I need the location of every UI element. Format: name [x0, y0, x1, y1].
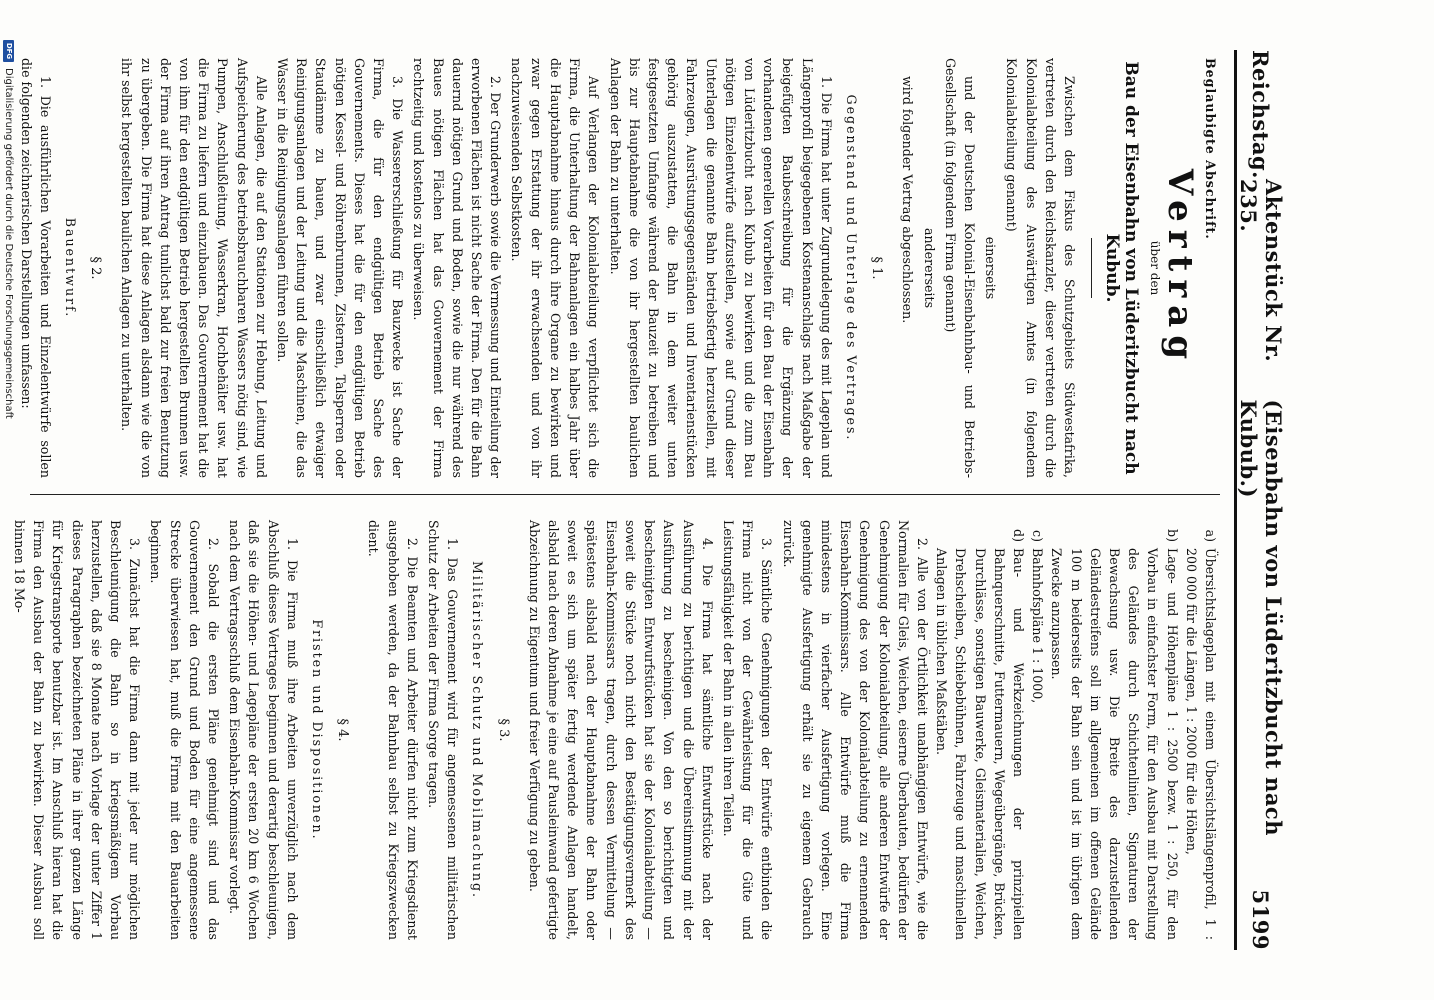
section-1-heading: Gegenstand und Unterlage des Vertrages. — [843, 94, 859, 442]
section-1-paragraph: 1. Die Firma hat unter Zugrundelegung des mit Lageplan und Längenprofil beigegebenen Kostenanschlags nach Maßgabe der beigefügten Baubeschreibung für die Ergänzung der vorhandenen generellen Vorarbeiten für den Bau der Eisenbahn von Lüderitzbucht nach Kubub zu bewirken und die zum Bau nötigen Einzelentwürfe aufzustellen, sowie auf Grund dieser Unterlagen die genannte Bahn betriebsfertig herzustellen, mit Fahrzeugen, Ausrüstungsgegenständen und Inventarienstücken gehörig auszustatten, die Bahn in dem weiter unten festgesetzten Umfange während der Bauzeit zu betreiben und bis zur Hauptabnahme die von ihr hergestellten baulichen Anlagen der Bahn zu unterhalten. — [607, 58, 834, 478]
section-3-number: § 3. — [495, 718, 511, 742]
section-2-number: § 2. — [88, 256, 104, 280]
section-2-paragraph: 2. Alle von der Örtlichkeit unabhängigen Entwürfe, wie die Normalien für Gleis, Weichen, eiserne Überbauten, bedürfen der Genehmigung der Kolonialabteilung, alle anderen Entwürfe der Genehmigung des von der Kolonialabteilung zu ernennenden Eisenbahn-Kommissars. Alle Entwürfe muß die Firma mindestens in vierfacher Ausfertigung vorlegen. Eine genehmigte Ausfertigung erhält sie zu eigenem Gebrauch zurück. — [780, 520, 930, 940]
column-divider — [30, 494, 1220, 495]
page-number: 5199 — [1248, 889, 1274, 950]
header-railway-title: (Eisenbahn von Lüderitzbucht nach Kubub.) — [1236, 399, 1286, 836]
header-document-number: Aktenstück Nr. 235. — [1236, 178, 1286, 363]
header-reichstag: Reichstag. — [1248, 50, 1274, 179]
header-rule — [1234, 50, 1237, 950]
left-column — [14, 58, 1220, 478]
section-3-paragraph: 2. Die Beamten und Arbeiter dürfen nicht zum Kriegsdienst ausgehoben werden, da der Bahnbau selbst zu Kriegszwecken dient. — [366, 520, 420, 940]
document-title-sub: über den — [1147, 240, 1162, 296]
digitization-footer — [2, 40, 16, 940]
section-1-paragraph: Auf Verlangen der Kolonialabteilung verpflichtet sich die Firma, die Unterhaltung der Bahnanlagen ein halbes Jahr über die Hauptabnahme hinaus durch ihre Organe zu bewirken und zwar gegen Erstattung der ihr erwachsenden und von ihr nachzuweisenden Selbstkosten. — [509, 58, 602, 478]
section-1-number: § 1. — [869, 256, 885, 280]
list-item: b) Lage- und Höhenpläne 1 : 2500 bezw. 1 : 250, für den Vorbau in einfachster Form, für den Ausbau mit Darstellung des Geländes durch Schichtenlinien, Signaturen der Bewachsung usw. Die Breite des darzustellenden Geländestreifens soll im allgemeinen im offenen Gelände 100 m beiderseits der Bahn sein und ist im übrigen dem Zwecke anzupassen. — [1049, 529, 1180, 940]
funding-note: Digitalisierung gefördert durch die Deutsche Forschungsgemeinschaft — [3, 68, 15, 419]
section-2-paragraph: 1. Die ausführlichen Vorarbeiten und Einzelentwürfe sollen die folgenden zeichnerischen Darstellungen umfassen: — [18, 58, 53, 478]
section-4-paragraph: 2. Sobald die ersten Pläne genehmigt sind und das Gouvernement den Grund und Boden für eine angemessene Strecke überwiesen hat, muß die Firma mit den Bauarbeiten beginnen. — [148, 520, 222, 940]
section-4-paragraph: 3. Zunächst hat die Firma dann mit jeder nur möglichen Beschleunigung die Bahn so in kriegsmäßigem Vorbau herzustellen, daß sie 8 Monate nach Vorlage der unter Ziffer 1 dieses Paragraphen bezeichneten Pläne in ihrer ganzen Länge für Kriegstransporte benutzbar ist. Im Anschluß hieran hat die Firma den Ausbau der Bahn zu bewirken. Dieser Ausbau soll binnen 18 Mo- — [12, 520, 143, 940]
preamble-closing: wird folgender Vertrag abgeschlossen. — [900, 76, 916, 324]
section-4-paragraph: 1. Die Firma muß ihre Arbeiten unverzüglich nach dem Abschluß dieses Vertrages beginnen und derartig beschleunigen, daß sie die Höhen- und Lagepläne der ersten 20 km 6 Wochen nach dem Vertragsschluß dem Eisenbahn-Kommissar vorlegt. — [227, 520, 300, 940]
section-2-paragraph: 4. Die Firma hat sämtliche Entwurfstücke nach der Ausführung zu berichtigen und die Übereinstimmung mit der Ausführung zu bescheinigen. Von den so berichtigten und bescheinigten Entwurfstücken hat sie der Kolonialabteilung — soweit die Stücke noch nicht den Bestätigungsvermerk des Eisenbahn-Kommissars tragen, durch dessen Vermittelung — spätestens alsbald nach der Hauptabnahme der Bahn oder soweit es sich um später fertig werdende Anlagen handelt, alsbald nach deren Abnahme je eine auf Pausleinwand gefertigte Abzeichnung zu Eigentum und freier Verfügung zu geben. — [526, 520, 715, 940]
section-1-paragraph: Alle Anlagen, die auf den Stationen zur Hebung, Leitung und Aufspeicherung des betriebsbrauchbaren Wassers nötig sind, wie Pumpen, Anschlußleitung, Wasserkran, Hochbehälter usw. hat die Firma zu liefern und einzubauen. Das Gouvernement hat die von ihm für den endgültigen Betrieb hergestellten Brunnen usw. der Firma auf ihren Antrag tunlichst bald zur freien Benutzung zu übergeben. Die Firma hat diese Anlagen alsdann wie die von ihr selbst hergestellten baulichen Anlagen zu unterhalten. — [119, 58, 269, 478]
section-1-paragraph: 3. Die Wassererschließung für Bauzwecke ist Sache der Firma, die für den endgültigen Betrieb Sache des Gouvernements. Dieses hat die für den endgültigen Betrieb nötigen Kessel- und Röhrenbrunnen, Zisternen, Talsperren oder Staudämme zu bauen, und zwar einschließlich etwaiger Reinigungsanlagen und der Leitung und die Maschinen, die das Wasser in die Reinigungsanlagen führen sollen. — [275, 58, 406, 478]
certified-copy-label: Beglaubigte Abschrift. — [1203, 58, 1218, 240]
section-2-heading: Bauentwurf. — [63, 217, 79, 319]
page-header — [1236, 50, 1286, 950]
section-4-heading: Fristen und Dispositionen. — [310, 619, 326, 841]
section-4-number: § 4. — [335, 718, 351, 742]
section-1-paragraph: 2. Der Grunderwerb sowie die Vermessung und Einteilung der erworbenen Flächen ist nicht Sache der Firma. Den für die Bahn dauernd nötigen Grund und Boden, sowie die nur während des Baues nötigen Flächen hat das Gouvernement der Firma rechtzeitig und kostenlos zu überweisen. — [411, 58, 504, 478]
section-2-paragraph: 3. Sämtliche Genehmigungen der Entwürfe entbinden die Firma nicht von der Gewährleistung für die Güte und Leistungsfähigkeit der Bahn in allen ihren Teilen. — [720, 520, 775, 940]
section-3-heading: Militärischer Schutz und Mobilmachung. — [470, 560, 486, 900]
section-3-paragraph: 1. Das Gouvernement wird für angemessenen militärischen Schutz der Arbeiten der Firma Sorge tragen. — [426, 520, 461, 940]
preamble-einerseits: einerseits — [983, 236, 999, 300]
list-item: a) Übersichtslageplan mit einem Übersichtslängenprofil, 1 : 200 000 für die Längen, 1 : 2000 für die Höhen, — [1183, 529, 1218, 940]
list-item: d) Bau- und Werkzeichnungen der prinzipiellen Bahnquerschnitte, Futtermauern, Wegeübergänge, Brücken, Durchlässe, sonstigen Bauwerke, Gleismaterialien, Weichen, Drehscheiben, Schiebebühnen, Fahrzeuge und maschinellen Anlagen in üblichen Maßstäben. — [934, 529, 1026, 940]
dfg-logo: DFG — [4, 40, 15, 62]
document-subject: Bau der Eisenbahn von Lüderitzbucht nach Kubub. — [1102, 61, 1142, 475]
preamble-andererseits: andererseits — [921, 227, 937, 309]
preamble-parties: Zwischen dem Fiskus des Schutzgebiets Südwestafrika, vertreten durch den Reichskanzler, dieser vertreten durch die Kolonialabteilung des Auswärtigen Amtes (in folgendem Kolonialabteilung genannt) — [1004, 58, 1077, 478]
title-rule — [1091, 238, 1092, 298]
document-title: Vertrag — [1159, 168, 1200, 368]
right-column — [8, 520, 1220, 940]
preamble-company: und der Deutschen Kolonial-Eisenbahnbau- und Betriebs-Gesellschaft (in folgendem Firma genannt) — [942, 58, 977, 478]
list-item: c) Bahnhofspläne 1 : 1000, — [1030, 530, 1046, 704]
